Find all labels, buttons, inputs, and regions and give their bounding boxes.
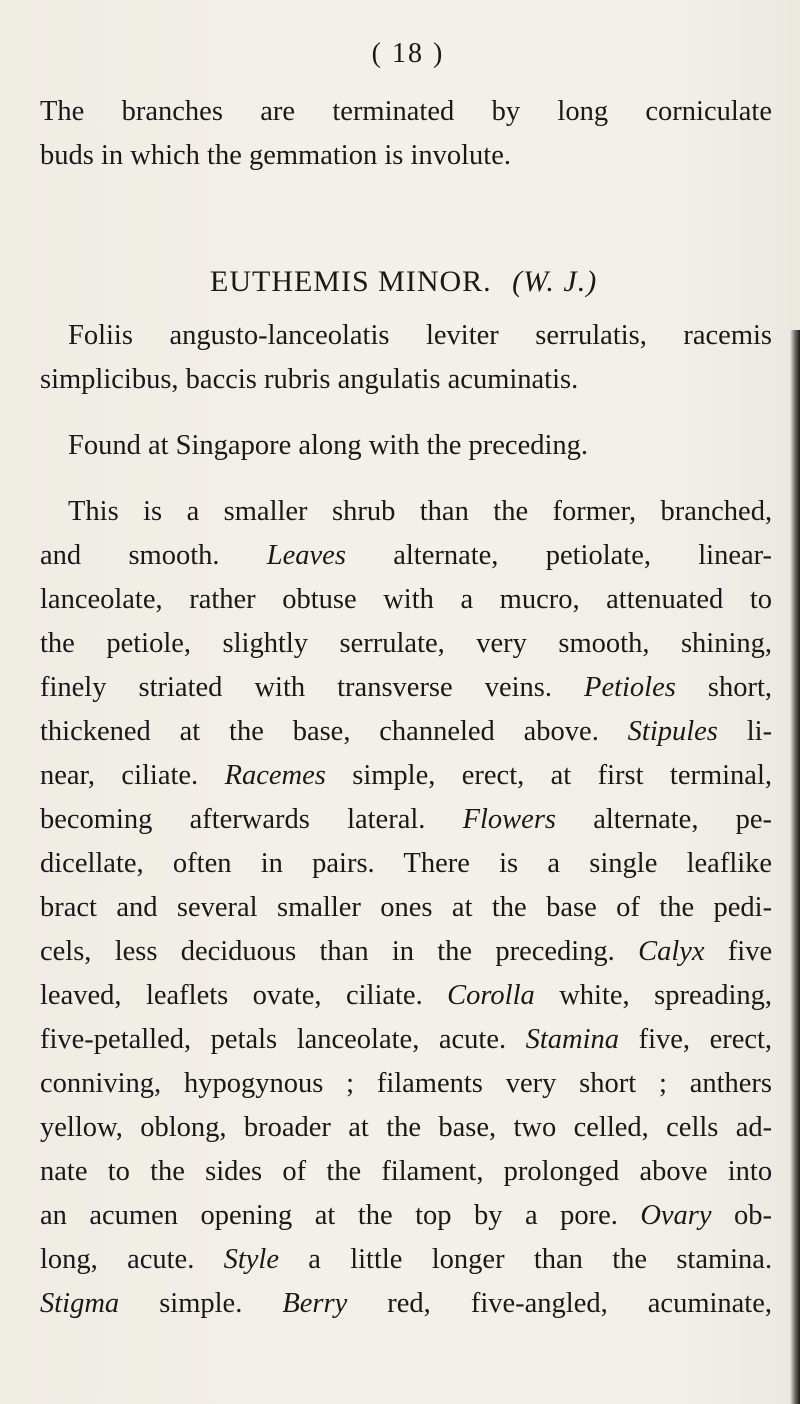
species-authority: (W. J.) (512, 265, 598, 298)
description-line: near, ciliate. Racemes simple, erect, at first terminal, (40, 760, 772, 791)
description-line: dicellate, often in pairs. There is a single leaflike (40, 848, 773, 879)
description-line: cels, less deciduous than in the preceding. Calyx five (40, 936, 773, 967)
description-line: thickened at the base, channeled above. Stipules li- (40, 716, 773, 747)
description-line: lanceolate, rather obtuse with a mucro, attenuated to (40, 584, 772, 615)
diagnosis-line: simplicibus, baccis rubris angulatis acuminatis. (40, 364, 579, 395)
description-line: an acumen opening at the top by a pore. Ovary ob- (40, 1200, 773, 1231)
locality-text: Found at Singapore along with the preceding. (68, 430, 589, 461)
description-line: finely striated with transverse veins. Petioles short, (40, 672, 772, 703)
intro-line: buds in which the gemmation is involute. (40, 140, 511, 171)
description-line: long, acute. Style a little longer than the stamina. (40, 1244, 773, 1275)
description-line: bract and several smaller ones at the base of the pedi- (40, 892, 773, 923)
description-line: yellow, oblong, broader at the base, two celled, cells ad- (40, 1112, 773, 1143)
page-edge-shadow (790, 330, 800, 1404)
diagnosis-line: Foliis angusto-lanceolatis leviter serrulatis, racemis (68, 320, 772, 351)
description-line: This is a smaller shrub than the former, branched, (68, 496, 773, 527)
description-line: and smooth. Leaves alternate, petiolate, linear- (40, 540, 773, 571)
description-line: becoming afterwards lateral. Flowers alternate, pe- (40, 804, 773, 835)
intro-line: The branches are terminated by long corniculate (40, 96, 772, 127)
description-line: leaved, leaflets ovate, ciliate. Corolla white, spreading, (40, 980, 773, 1011)
species-header (210, 265, 597, 299)
description-line: Stigma simple. Berry red, five-angled, acuminate, (40, 1288, 772, 1319)
description-line: the petiole, slightly serrulate, very smooth, shining, (40, 628, 773, 659)
description-line: five-petalled, petals lanceolate, acute. Stamina five, erect, (40, 1024, 773, 1055)
page-number: ( 18 ) (371, 38, 445, 69)
description-line: conniving, hypogynous ; filaments very short ; anthers (40, 1068, 773, 1099)
species-name: EUTHEMIS MINOR. (210, 265, 492, 298)
description-line: nate to the sides of the filament, prolonged above into (40, 1156, 773, 1187)
